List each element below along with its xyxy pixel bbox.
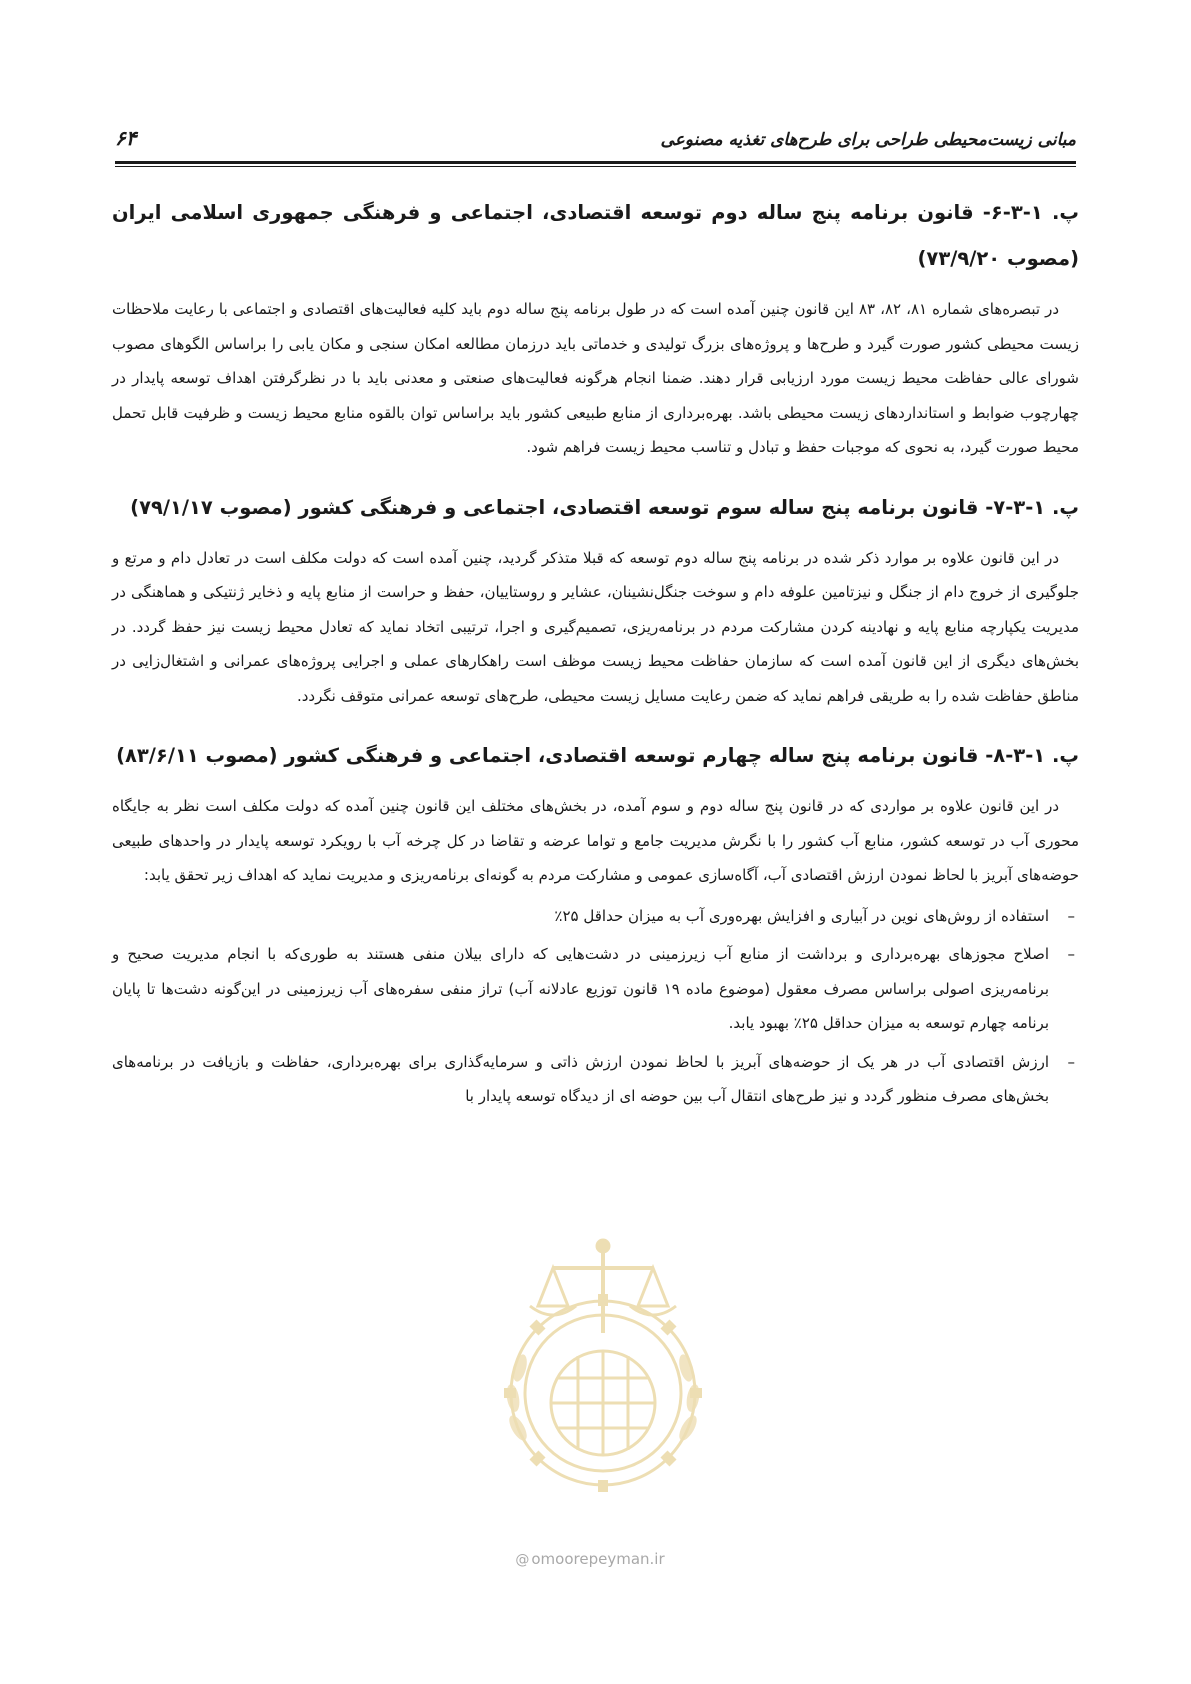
running-header — [115, 118, 1076, 162]
page-content — [112, 190, 1079, 1118]
section-heading: پ. ۱-۳-۷- قانون برنامه پنج ساله سوم توسعه اقتصادی، اجتماعی و فرهنگی کشور (مصوب ۷۹/۱/۱۷) — [130, 495, 1079, 519]
dash-bullet-icon: – — [1067, 906, 1075, 925]
dash-bullet-icon: – — [1067, 945, 1075, 963]
header-rule-thin — [115, 166, 1076, 167]
section-heading: پ. ۱-۳-۶- قانون برنامه پنج ساله دوم توسعه اقتصادی، اجتماعی و فرهنگی جمهوری اسلامی ایران (مصوب ۷۳/۹/۲۰) — [112, 201, 1079, 270]
watermark-url — [470, 1550, 710, 1568]
section-1-3-7 — [112, 485, 1079, 714]
section-1-3-8 — [112, 733, 1079, 1114]
list-item-text: اصلاح مجوزهای بهره‌برداری و برداشت از منابع آب زیرزمینی در دشت‌هایی که دارای بیلان منفی هستند به طوری‌که با انجام مدیریت صحیح و برنامه‌ریزی اصولی براساس مصرف معقول (موضوع ماده ۱۹ قانون توزیع عادلانه آب) تراز منفی سفره‌های آب زیرزمینی در این‌گونه دشت‌ها تا پایان برنامه چهارم توسعه به میزان حداقل ۲۵٪ بهبود یابد. — [112, 945, 1050, 1032]
goals-list — [112, 899, 1079, 1114]
list-item — [112, 899, 1079, 934]
list-item — [112, 1045, 1079, 1114]
section-paragraph: در این قانون علاوه بر موارد ذکر شده در برنامه پنج ساله دوم توسعه که قبلا متذکر گردید، چنین آمده است که دولت مکلف است در تعادل دام و مرتع و جلوگیری از خروج دام از جنگل و نیزتامین علوفه دام و سوخت جنگل‌نشینان، عشایر و روستاییان، حفظ و حراست از منابع پایه و ذخایر ژنتیکی و هماهنگی در مدیریت یکپارچه منابع پایه و نهادینه کردن مشارکت مردم در برنامه‌ریزی، تصمیم‌گیری و اجرا، ترتیبی اتخاد نماید که تعادل محیط زیست نیز حفظ گردد. در بخش‌های دیگری از این قانون آمده است که سازمان حفاظت محیط زیست موظف است راهکارهای عملی و اجرایی پروژه‌های عمرانی و اشتغال‌زایی در مناطق حفاظت شده را به طریقی فراهم نماید که ضمن رعایت مسایل زیست محیطی، طرح‌های توسعه عمرانی متوقف نگردد. — [112, 548, 1079, 705]
list-item-text: استفاده از روش‌های نوین در آبیاری و افزایش بهره‌وری آب به میزان حداقل ۲۵٪ — [554, 906, 1049, 925]
section-heading: پ. ۱-۳-۸- قانون برنامه پنج ساله چهارم توسعه اقتصادی، اجتماعی و فرهنگی کشور (مصوب ۸۳/۶/۱۱) — [116, 744, 1079, 767]
header-rule — [115, 161, 1076, 164]
section-paragraph: در این قانون علاوه بر مواردی که در قانون پنج ساله دوم و سوم آمده، در بخش‌های مختلف این قانون چنین آمده که دولت مکلف است نظر به جایگاه محوری آب در توسعه کشور، منابع آب کشور را با نگرش مدیریت جامع و تواما عرضه و تقاضا در کل چرخه آب با رویکرد توسعه پایدار در واحدهای طبیعی حوضه‌های آبریز با لحاظ نمودن ارزش اقتصادی آب، آگاه‌سازی عمومی و مشارکت مردم به گونه‌ای برنامه‌ریزی و مدیریت نماید که اهداف زیر تحقق یابد: — [112, 797, 1079, 884]
page-number: ۶۴ — [115, 126, 137, 150]
law-firm-seal-icon — [458, 1228, 748, 1518]
dash-bullet-icon: – — [1067, 1052, 1075, 1071]
list-item — [112, 937, 1079, 1041]
watermark-url-text: omoorepeyman.ir — [531, 1550, 665, 1568]
running-title: مبانی زیست‌محیطی طراحی برای طرح‌های تغذیه مصنوعی — [660, 130, 1076, 150]
section-1-3-6 — [112, 190, 1079, 465]
section-paragraph: در تبصره‌های شماره ۸۱، ۸۲، ۸۳ این قانون چنین آمده است که در طول برنامه پنج ساله دوم باید کلیه فعالیت‌های اقتصادی و اجتماعی با رعایت ملاحظات زیست محیطی کشور صورت گیرد و طرح‌ها و پروژه‌های بزرگ تولیدی و خدماتی باید درزمان مطالعه امکان سنجی و مکان یابی را براساس الگوهای مصوب شورای عالی حفاظت محیط زیست مورد ارزیابی قرار دهند. ضمنا انجام هرگونه فعالیت‌های صنعتی و معدنی باید با در نظرگرفتن اهداف توسعه پایدار در چهارچوب ضوابط و استانداردهای زیست محیطی باشد. بهره‌برداری از منابع طبیعی کشور باید براساس توان بالقوه منابع محیط زیست و ظرفیت قابل تحمل محیط صورت گیرد، به نحوی که موجبات حفظ و تبادل و تناسب محیط زیست فراهم شود. — [112, 300, 1079, 456]
list-item-text: ارزش اقتصادی آب در هر یک از حوضه‌های آبریز با لحاظ نمودن ارزش ذاتی و سرمایه‌گذاری برای بهره‌برداری، حفاظت و بازیافت در برنامه‌های بخش‌های مصرف منظور گردد و نیز طرح‌های انتقال آب بین حوضه ای از دیدگاه توسعه پایدار با — [112, 1052, 1049, 1105]
at-sign-icon: @ — [515, 1552, 530, 1568]
